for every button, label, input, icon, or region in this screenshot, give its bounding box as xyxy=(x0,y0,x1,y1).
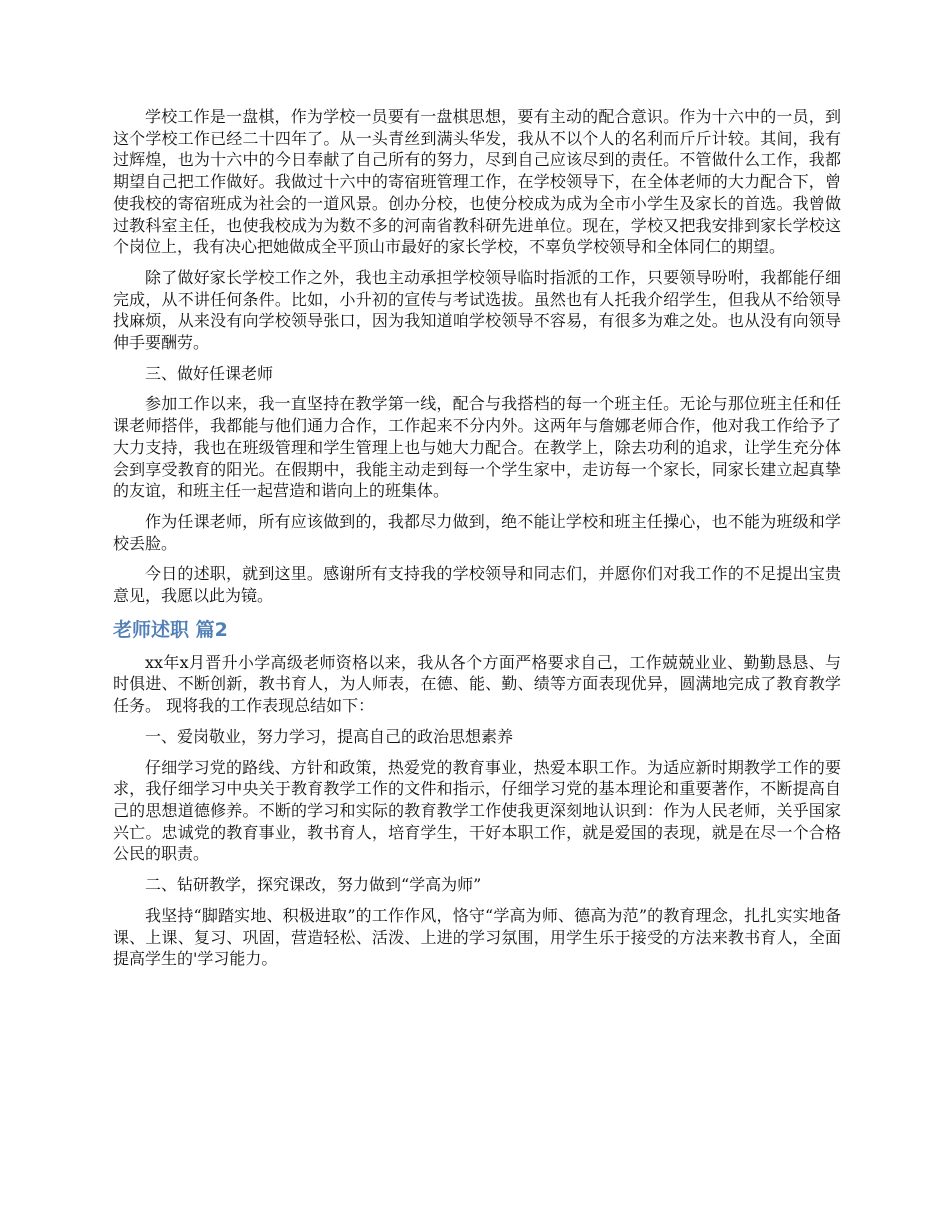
paragraph: 今日的述职，就到这里。感谢所有支持我的学校领导和同志们，并愿你们对我工作的不足提出宝贵意见，我愿以此为镜。 xyxy=(113,564,841,606)
subheading: 三、做好任课老师 xyxy=(145,363,274,383)
paragraph: 学校工作是一盘棋，作为学校一员要有一盘棋思想，要有主动的配合意识。作为十六中的一员，到这个学校工作已经二十四年了。从一头青丝到满头华发，我从不以个人的名利而斤斤计较。其间，我有过辉煌，也为十六中的今日奉献了自己所有的努力，尽到自己应该尽到的责任。不管做什么工作，我都期望自己把工作做好。我做过十六中的寄宿班管理工作，在学校领导下，在全体老师的大力配合下，曾使我校的寄宿班成为社会的一道风景。创办分校，也使分校成为成为全市小学生及家长的首选。我曾做过教科室主任，也使我校成为为数不多的河南省教科研先进单位。现在，学校又把我安排到家长学校这个岗位上，我有决心把她做成全平顶山市最好的家长学校，不辜负学校领导和全体同仁的期望。 xyxy=(113,107,841,257)
paragraph: 仔细学习党的路线、方针和政策，热爱党的教育事业，热爱本职工作。为适应新时期教学工作的要求，我仔细学习中央关于教育教学工作的文件和指示，仔细学习党的基本理论和重要著作，不断提高自己的思想道德修养。不断的学习和实际的教育教学工作使我更深刻地认识到：作为人民老师，关乎国家兴亡。忠诚党的教育事业，教书育人，培育学生，干好本职工作，就是爱国的表现，就是在尽一个合格公民的职责。 xyxy=(113,757,841,864)
section-heading: 老师述职 篇2 xyxy=(113,618,228,641)
paragraph: 我坚持“脚踏实地、积极进取”的工作作风，恪守“学高为师、德高为范”的教育理念，扎扎实实地备课、上课、复习、巩固，营造轻松、活泼、上进的学习氛围，用学生乐于接受的方法来教书育人，全面提高学生的'学习能力。 xyxy=(113,905,841,969)
document-page xyxy=(113,106,841,979)
paragraph: 作为任课老师，所有应该做到的，我都尽力做到，绝不能让学校和班主任操心，也不能为班级和学校丢脸。 xyxy=(113,511,841,553)
subheading: 一、爱岗敬业，努力学习，提高自己的政治思想素养 xyxy=(145,726,514,746)
paragraph: xx年x月晋升小学高级老师资格以来，我从各个方面严格要求自己，工作兢兢业业、勤勤恳恳、与时俱进、不断创新，教书育人，为人师表，在德、能、勤、绩等方面表现优异，圆满地完成了教育教学任务。 现将我的工作表现总结如下： xyxy=(113,652,841,716)
subheading: 二、钻研教学，探究课改，努力做到“学高为师” xyxy=(145,875,482,895)
paragraph: 参加工作以来，我一直坚持在教学第一线，配合与我搭档的每一个班主任。无论与那位班主任和任课老师搭伴，我都能与他们通力合作，工作起来不分内外。这两年与詹娜老师合作，他对我工作给予了大力支持，我也在班级管理和学生管理上也与她大力配合。在教学上，除去功利的追求，让学生充分体会到享受教育的阳光。在假期中，我能主动走到每一个学生家中，走访每一个家长，同家长建立起真挚的友谊，和班主任一起营造和谐向上的班集体。 xyxy=(113,394,841,501)
paragraph: 除了做好家长学校工作之外，我也主动承担学校领导临时指派的工作，只要领导吩咐，我都能仔细完成，从不讲任何条件。比如，小升初的宣传与考试选拔。虽然也有人托我介绍学生，但我从不给领导找麻烦，从来没有向学校领导张口，因为我知道咱学校领导不容易，有很多为难之处。也从没有向领导伸手要酬劳。 xyxy=(113,267,841,353)
